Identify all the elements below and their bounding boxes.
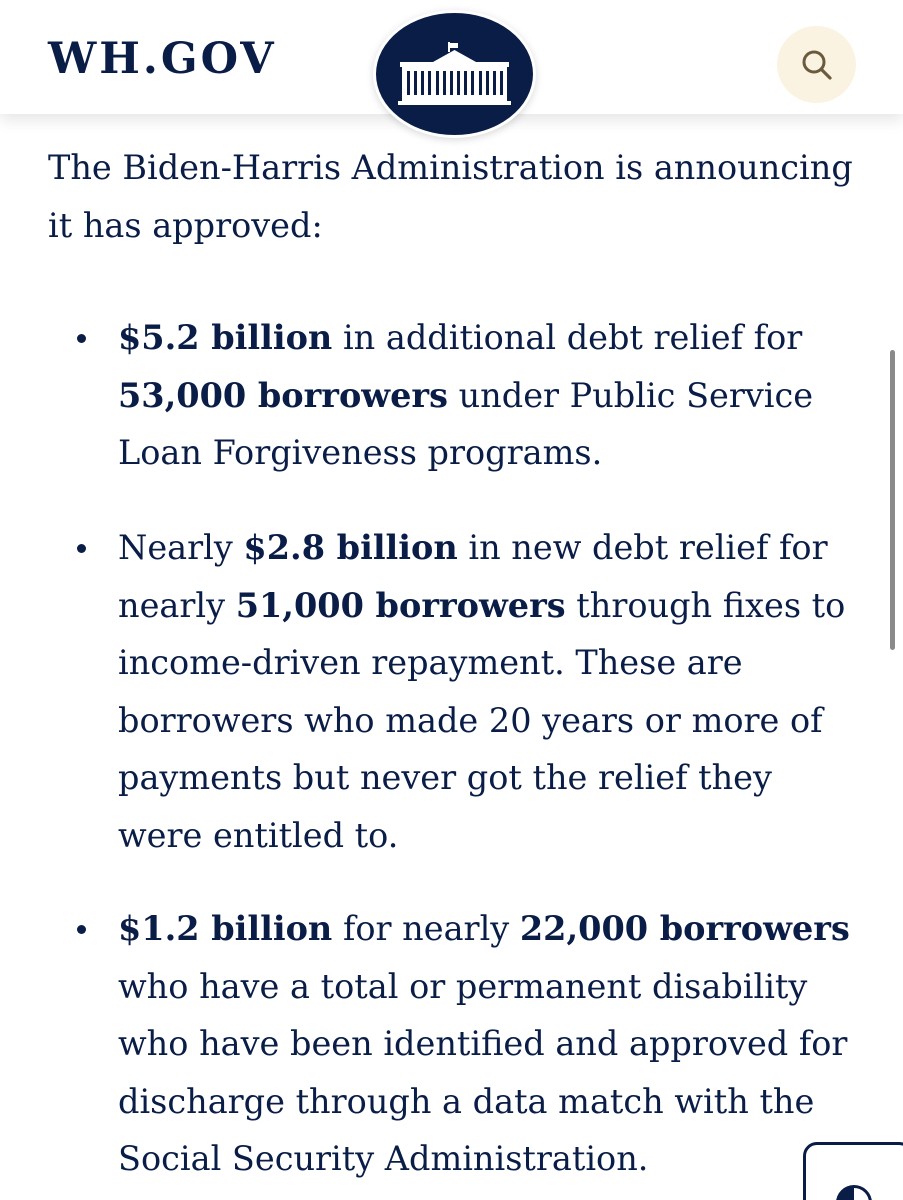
white-house-seal[interactable] xyxy=(373,10,536,138)
list-item-text: who have a total or permanent disability who have been identified and approved for discharge through a data match with the Social Security Administration. xyxy=(118,966,848,1178)
list-item-text: through fixes to income-driven repayment. These are borrowers who made 20 years or more of payments but never got the relief they were entitled to. xyxy=(118,585,846,855)
bullet-dot xyxy=(77,334,86,343)
site-logo[interactable]: WH.GOV xyxy=(48,34,277,84)
list-item-text: Nearly xyxy=(118,528,244,567)
amount-highlight: $2.8 billion xyxy=(243,528,458,567)
search-button[interactable] xyxy=(777,26,856,103)
borrowers-highlight: 51,000 borrowers xyxy=(235,585,566,625)
list-item-text: for nearly xyxy=(332,909,520,948)
list-item xyxy=(118,309,863,482)
scrollbar[interactable] xyxy=(890,350,895,650)
search-icon xyxy=(800,48,834,82)
contrast-icon xyxy=(836,1185,872,1200)
bullet-dot xyxy=(77,544,86,553)
list-item-text: in additional debt relief for xyxy=(332,318,803,357)
bullet-dot xyxy=(77,925,86,934)
list-item-text: under Public Service Loan Forgiveness programs. xyxy=(118,375,814,472)
amount-highlight: $1.2 billion xyxy=(118,909,333,948)
intro-paragraph: The Biden-Harris Administration is announcing it has approved: xyxy=(48,148,853,245)
accessibility-button[interactable] xyxy=(803,1142,903,1200)
amount-highlight: $5.2 billion xyxy=(118,318,333,357)
list-item xyxy=(118,519,863,864)
list-item-text: in new debt relief for nearly xyxy=(118,528,828,625)
white-house-seal-icon xyxy=(388,40,521,108)
borrowers-highlight: 22,000 borrowers xyxy=(519,909,850,948)
list-item xyxy=(118,900,863,1188)
article-body xyxy=(48,139,868,1178)
borrowers-highlight: 53,000 borrowers xyxy=(118,375,448,415)
